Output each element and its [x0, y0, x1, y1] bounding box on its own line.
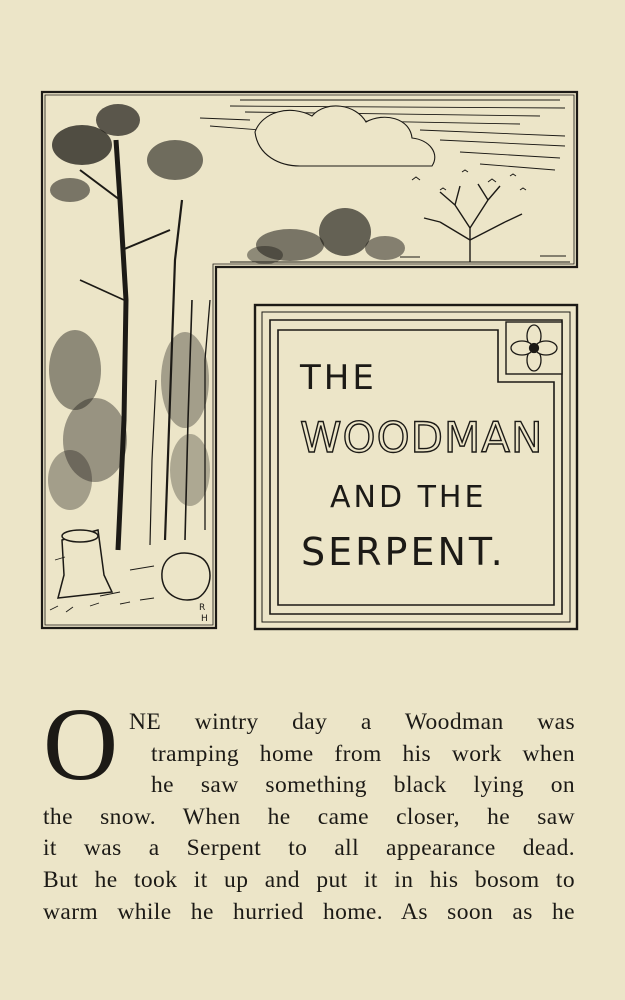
drop-cap: O [43, 687, 119, 802]
story-line-5: it was a Serpent to all appearance dead. [43, 835, 575, 862]
title-line-3: AND THE [330, 480, 487, 515]
rock [162, 553, 210, 600]
story-line-3: he saw something black lying on [151, 772, 575, 799]
story-line-6: But he took it up and put it in his bosom to [43, 866, 575, 893]
tree-stump [58, 530, 112, 598]
story-line-2: tramping home from his work when [151, 740, 575, 767]
birds [412, 170, 526, 190]
title-line-1: THE [300, 358, 377, 398]
monogram-top: R [199, 603, 206, 613]
distant-shrubs [247, 208, 405, 264]
bare-tree [424, 184, 522, 262]
clouds [255, 106, 435, 166]
monogram-bottom: H [201, 614, 208, 624]
story-text [43, 687, 575, 928]
story-line-1: NE wintry day a Woodman was [129, 709, 575, 735]
title-line-2: WOODMAN [300, 413, 544, 462]
story-line-7: warm while he hurried home. As soon as he [43, 898, 575, 925]
story-line-4: the snow. When he came closer, he saw [43, 803, 575, 830]
title-line-4: SERPENT. [301, 530, 506, 574]
flower-ornament [506, 322, 562, 374]
